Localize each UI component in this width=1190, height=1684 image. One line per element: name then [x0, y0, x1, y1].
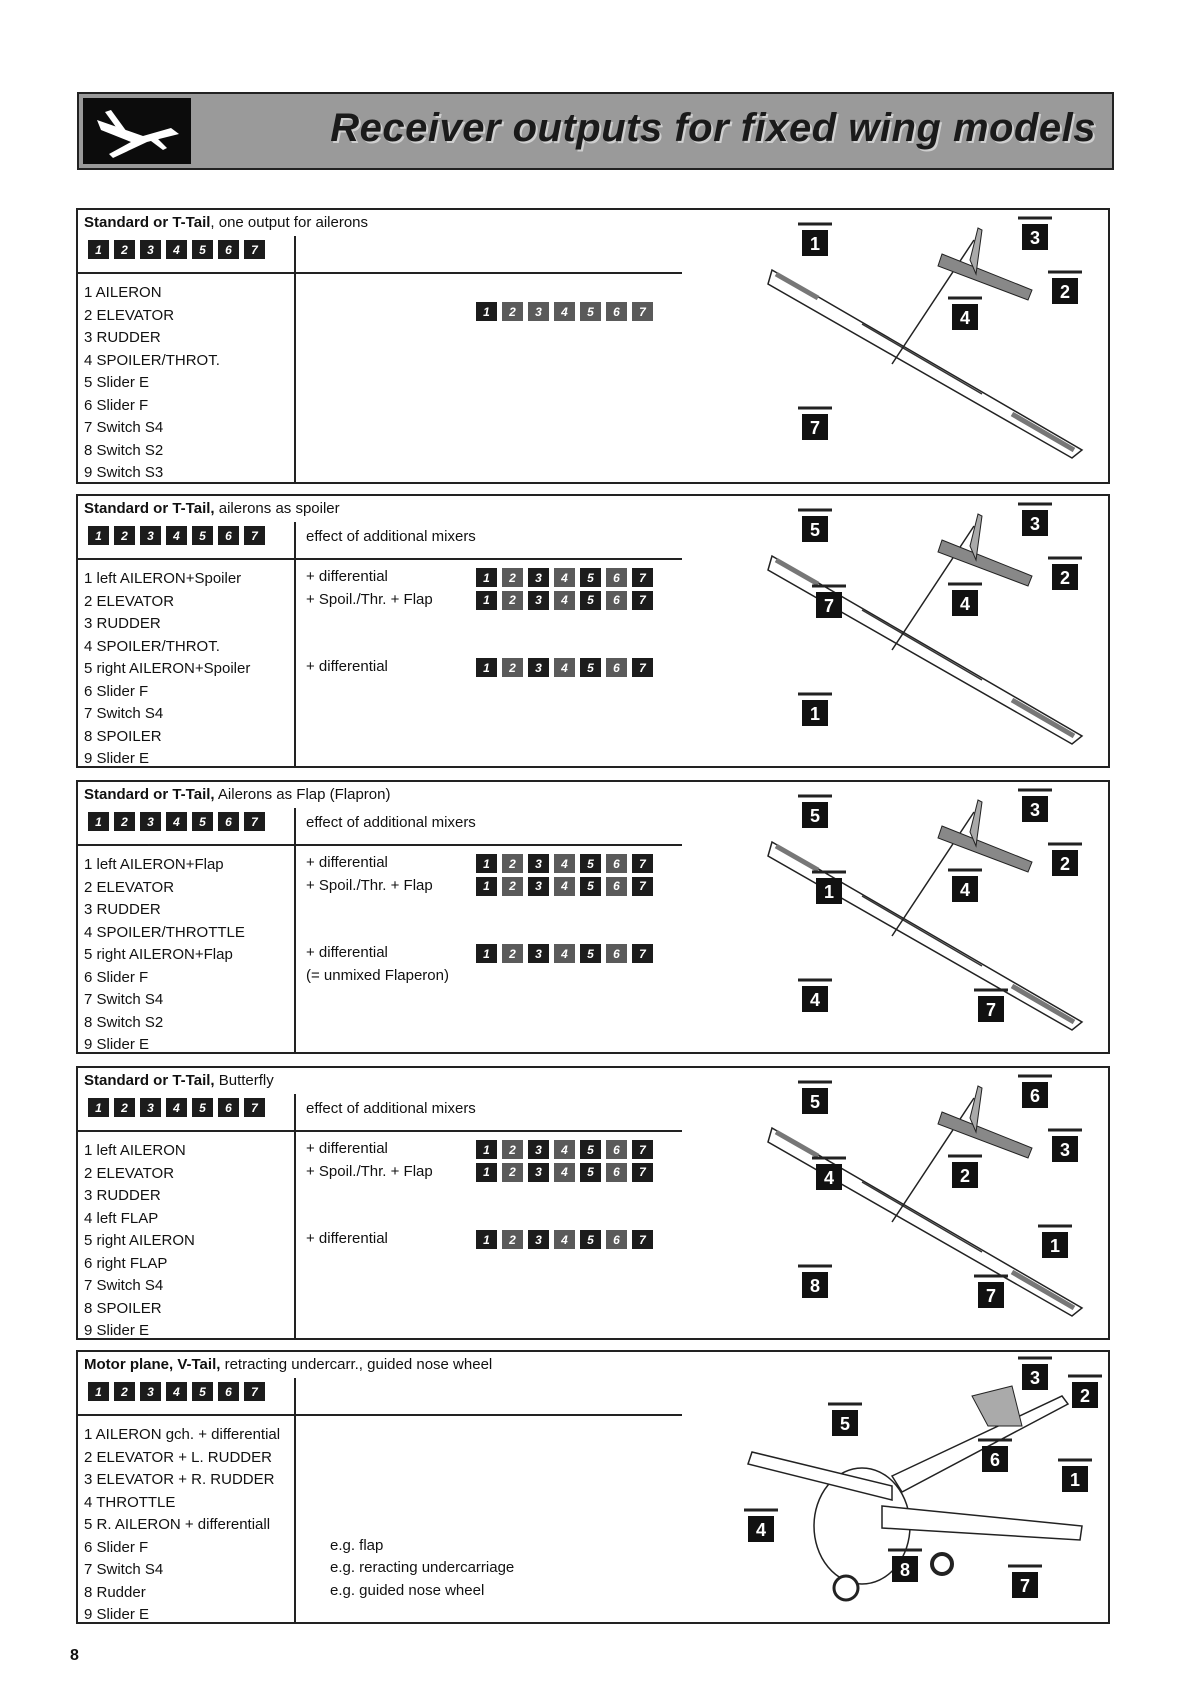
output-item: 3 ELEVATOR + R. RUDDER [84, 1471, 275, 1488]
diagram-callout-number: 2 [959, 1166, 971, 1186]
mixer-label: + differential [306, 854, 388, 871]
output-item: 4 THROTTLE [84, 1493, 176, 1511]
aircraft-diagram [742, 500, 1102, 750]
channel-chip: 3 [528, 854, 549, 873]
channel-chip: 4 [554, 302, 575, 321]
diagram-callout-number: 7 [823, 596, 835, 616]
diagram-callout-label [948, 298, 982, 330]
output-item: 6 Slider F [84, 968, 149, 986]
output-item: 1 AILERON [84, 284, 162, 301]
diagram-callout-label [798, 510, 832, 542]
channel-bar [88, 240, 265, 259]
channel-chip: 6 [218, 1382, 239, 1401]
mixer-channel-bar [476, 944, 653, 963]
channel-chip: 4 [554, 591, 575, 610]
channel-chip: 6 [218, 526, 239, 545]
mixer-channel-bar [476, 1163, 653, 1182]
output-list [84, 568, 250, 771]
channel-chip: 3 [528, 1163, 549, 1182]
output-item: 6 right FLAP [84, 1254, 168, 1272]
diagram-callout-number: 5 [839, 1414, 851, 1434]
output-item: 9 Slider E [84, 1036, 150, 1053]
channel-chip: 4 [166, 812, 187, 831]
diagram-callout-number: 7 [1019, 1576, 1031, 1596]
output-item: 8 Rudder [84, 1583, 146, 1601]
channel-chip: 6 [218, 240, 239, 259]
output-item: 5 right AILERON [84, 1232, 195, 1249]
channel-chip: 2 [502, 854, 523, 873]
mixer-label: + Spoil./Thr. + Flap [306, 590, 433, 608]
output-item: 3 RUDDER [84, 615, 161, 632]
channel-chip: 3 [140, 1382, 161, 1401]
receiver-section [76, 1350, 1110, 1624]
channel-chip: 5 [192, 240, 213, 259]
channel-chip: 4 [554, 1230, 575, 1249]
mixer-label: + differential [306, 944, 388, 961]
diagram-callout-number: 3 [1059, 1140, 1071, 1160]
output-item: 3 RUDDER [84, 1187, 161, 1204]
mixer-channel-bar [476, 877, 653, 896]
diagram-callout-number: 4 [959, 880, 971, 900]
channel-chip: 7 [632, 568, 653, 587]
output-item: 1 AILERON gch. + differential [84, 1426, 281, 1443]
channel-chip: 7 [244, 1382, 265, 1401]
channel-chip: 6 [606, 1163, 627, 1182]
channel-chip: 5 [580, 854, 601, 873]
receiver-section [76, 208, 1110, 484]
note-label: e.g. flap [330, 1536, 384, 1554]
diagram-callout-label [948, 584, 982, 616]
channel-chip: 6 [606, 1230, 627, 1249]
channel-chip: 5 [192, 1382, 213, 1401]
channel-chip: 2 [114, 526, 135, 545]
diagram-callout-number: 6 [989, 1450, 1001, 1470]
channel-chip: 6 [218, 1098, 239, 1117]
channel-chip: 7 [632, 1140, 653, 1159]
channel-chip: 2 [502, 568, 523, 587]
header-divider [78, 1130, 682, 1132]
output-item: 6 Slider F [84, 396, 149, 414]
section-title-bold: Standard or T-Tail, [84, 786, 215, 803]
mixer-label: + Spoil./Thr. + Flap [306, 876, 433, 894]
diagram-callout-number: 3 [1029, 1368, 1041, 1388]
receiver-section [76, 780, 1110, 1054]
output-item: 5 R. AILERON + differentiall [84, 1516, 271, 1533]
channel-chip: 1 [88, 812, 109, 831]
diagram-callout-number: 2 [1059, 854, 1071, 874]
output-item: 7 Switch S4 [84, 991, 164, 1008]
diagram-callout-number: 4 [959, 308, 971, 328]
channel-chip: 5 [192, 526, 213, 545]
diagram-callout-number: 5 [809, 1092, 821, 1112]
diagram-callout-number: 8 [899, 1560, 911, 1580]
output-item: 9 Slider E [84, 1606, 150, 1623]
mixer-label: + differential [306, 658, 388, 675]
diagram-callout-number: 3 [1029, 228, 1041, 248]
diagram-callout-number: 5 [809, 806, 821, 826]
channel-chip: 1 [476, 302, 497, 321]
channel-chip: 5 [192, 812, 213, 831]
channel-chip: 1 [476, 568, 497, 587]
diagram-callout-label [1048, 558, 1082, 590]
channel-chip: 5 [580, 877, 601, 896]
header-divider [78, 1414, 682, 1416]
diagram-callout-number: 4 [809, 990, 821, 1010]
diagram-callout-label [1058, 1460, 1092, 1492]
section-title-rest: ailerons as spoiler [214, 500, 340, 517]
header-divider [78, 272, 682, 274]
channel-chip: 3 [528, 877, 549, 896]
output-item: 6 Slider F [84, 682, 149, 700]
channel-chip: 6 [606, 944, 627, 963]
output-item: 7 Switch S4 [84, 705, 164, 722]
channel-chip: 5 [580, 302, 601, 321]
channel-chip: 2 [502, 944, 523, 963]
channel-chip: 7 [632, 302, 653, 321]
channel-chip: 2 [114, 1098, 135, 1117]
header-divider [78, 558, 682, 560]
output-list [84, 1424, 280, 1627]
diagram-callout-number: 5 [809, 520, 821, 540]
channel-chip: 6 [606, 591, 627, 610]
diagram-callout-label [1008, 1566, 1042, 1598]
channel-bar [88, 1098, 265, 1117]
channel-chip: 2 [502, 302, 523, 321]
channel-bar [88, 1382, 265, 1401]
section-title-bold: Standard or T-Tail [84, 214, 211, 231]
mixer-label: + differential [306, 568, 388, 585]
channel-chip: 3 [140, 526, 161, 545]
channel-chip: 7 [632, 854, 653, 873]
mixer-channel-bar [476, 854, 653, 873]
diagram-callout-label [798, 796, 832, 828]
output-item: 5 Slider E [84, 374, 150, 391]
output-item: 7 Switch S4 [84, 1561, 164, 1578]
receiver-section [76, 494, 1110, 768]
diagram-callout-label [1018, 1076, 1052, 1108]
section-title [84, 500, 340, 517]
channel-chip: 4 [166, 526, 187, 545]
section-title-rest: retracting undercarr., guided nose wheel [220, 1356, 493, 1373]
output-item: 8 SPOILER [84, 1299, 162, 1317]
diagram-callout-label [744, 1510, 778, 1542]
diagram-callout-number: 3 [1029, 800, 1041, 820]
mixer-channel-bar [476, 302, 653, 321]
diagram-callout-label [1068, 1376, 1102, 1408]
output-list [84, 1140, 195, 1343]
output-item: 4 left FLAP [84, 1209, 159, 1227]
diagram-callout-label [948, 870, 982, 902]
channel-chip: 6 [606, 658, 627, 677]
channel-chip: 1 [88, 1382, 109, 1401]
mixers-heading: effect of additional mixers [306, 1100, 476, 1117]
section-title-rest: , one output for ailerons [210, 214, 369, 231]
output-item: 9 Slider E [84, 750, 150, 767]
receiver-section [76, 1066, 1110, 1340]
mixer-channel-bar [476, 1230, 653, 1249]
diagram-callout-number: 7 [809, 418, 821, 438]
diagram-callout-number: 1 [1069, 1470, 1081, 1490]
diagram-callout-label [948, 1156, 982, 1188]
diagram-callout-number: 4 [755, 1520, 767, 1540]
section-title-rest: Ailerons as Flap (Flapron) [214, 786, 391, 803]
channel-chip: 4 [166, 1382, 187, 1401]
diagram-callout-label [798, 408, 832, 440]
output-item: 2 ELEVATOR [84, 592, 175, 610]
aircraft-diagram [742, 786, 1102, 1036]
channel-chip: 7 [244, 812, 265, 831]
output-item: 2 ELEVATOR [84, 878, 175, 896]
diagram-callout-number: 2 [1059, 282, 1071, 302]
section-title [84, 1356, 492, 1373]
header-divider [78, 844, 682, 846]
channel-chip: 7 [244, 1098, 265, 1117]
channel-chip: 4 [554, 854, 575, 873]
diagram-callout-label [1018, 218, 1052, 250]
diagram-callout-label [1038, 1226, 1072, 1258]
mixers-heading: effect of additional mixers [306, 814, 476, 831]
diagram-callout-number: 2 [1059, 568, 1071, 588]
channel-chip: 5 [580, 1230, 601, 1249]
mixer-channel-bar [476, 1140, 653, 1159]
channel-chip: 7 [632, 591, 653, 610]
channel-chip: 2 [114, 240, 135, 259]
aircraft-diagram [742, 214, 1102, 464]
section-title-bold: Standard or T-Tail, [84, 1072, 215, 1089]
aircraft-diagram [742, 1356, 1102, 1606]
channel-chip: 3 [528, 591, 549, 610]
diagram-callout-label [1018, 790, 1052, 822]
mixer-channel-bar [476, 591, 653, 610]
channel-chip: 6 [606, 302, 627, 321]
channel-chip: 7 [244, 526, 265, 545]
channel-chip: 1 [88, 1098, 109, 1117]
channel-chip: 1 [88, 240, 109, 259]
channel-chip: 3 [140, 240, 161, 259]
diagram-callout-number: 1 [809, 234, 821, 254]
diagram-callout-label [1018, 504, 1052, 536]
channel-chip: 2 [502, 591, 523, 610]
diagram-callout-label [798, 694, 832, 726]
output-item: 1 left AILERON+Flap [84, 856, 224, 873]
output-item: 1 left AILERON+Spoiler [84, 570, 242, 587]
output-item: 8 Switch S2 [84, 1013, 164, 1031]
section-title-bold: Motor plane, V-Tail, [84, 1356, 221, 1373]
channel-chip: 4 [554, 1140, 575, 1159]
channel-chip: 5 [580, 591, 601, 610]
output-item: 9 Slider E [84, 1322, 150, 1339]
channel-chip: 4 [554, 877, 575, 896]
diagram-callout-number: 3 [1029, 514, 1041, 534]
mixer-label: + Spoil./Thr. + Flap [306, 1162, 433, 1180]
output-item: 2 ELEVATOR [84, 1164, 175, 1182]
diagram-callout-number: 1 [823, 882, 835, 902]
channel-chip: 7 [632, 877, 653, 896]
output-item: 2 ELEVATOR + L. RUDDER [84, 1448, 272, 1466]
diagram-callout-label [828, 1404, 862, 1436]
channel-chip: 1 [476, 658, 497, 677]
channel-chip: 1 [476, 854, 497, 873]
channel-chip: 4 [554, 568, 575, 587]
channel-chip: 4 [554, 658, 575, 677]
channel-chip: 5 [580, 568, 601, 587]
mixer-label: (= unmixed Flaperon) [306, 966, 449, 984]
diagram-callout-label [974, 1276, 1008, 1308]
channel-chip: 2 [502, 1140, 523, 1159]
output-item: 6 Slider F [84, 1538, 149, 1556]
output-item: 8 Switch S2 [84, 441, 164, 459]
channel-bar [88, 526, 265, 545]
output-item: 8 SPOILER [84, 727, 162, 745]
output-item: 7 Switch S4 [84, 419, 164, 436]
channel-chip: 1 [476, 877, 497, 896]
aircraft-diagram [742, 1072, 1102, 1322]
output-list [84, 282, 220, 485]
output-item: 2 ELEVATOR [84, 306, 175, 324]
mixer-label: + differential [306, 1140, 388, 1157]
channel-chip: 7 [632, 944, 653, 963]
diagram-callout-number: 6 [1029, 1086, 1041, 1106]
diagram-callout-label [798, 224, 832, 256]
channel-chip: 2 [114, 1382, 135, 1401]
output-item: 5 right AILERON+Flap [84, 946, 233, 963]
channel-chip: 7 [632, 1163, 653, 1182]
note-label: e.g. reracting undercarriage [330, 1559, 515, 1576]
output-list [84, 854, 245, 1057]
mixer-channel-bar [476, 658, 653, 677]
channel-chip: 4 [166, 1098, 187, 1117]
diagram-callout-label [1048, 1130, 1082, 1162]
channel-chip: 5 [580, 1163, 601, 1182]
channel-chip: 5 [580, 944, 601, 963]
mixer-channel-bar [476, 568, 653, 587]
diagram-callout-number: 4 [959, 594, 971, 614]
channel-chip: 6 [606, 568, 627, 587]
channel-chip: 7 [632, 658, 653, 677]
channel-chip: 1 [476, 944, 497, 963]
channel-chip: 2 [502, 1163, 523, 1182]
channel-chip: 3 [140, 812, 161, 831]
diagram-callout-label [798, 1082, 832, 1114]
channel-chip: 2 [502, 658, 523, 677]
section-title [84, 786, 390, 803]
output-item: 5 right AILERON+Spoiler [84, 660, 251, 677]
output-item: 9 Switch S3 [84, 464, 164, 481]
diagram-callout-number: 8 [809, 1276, 821, 1296]
diagram-callout-number: 2 [1079, 1386, 1091, 1406]
diagram-callout-number: 4 [823, 1168, 835, 1188]
note-label: e.g. guided nose wheel [330, 1581, 485, 1599]
diagram-callout-label [798, 1266, 832, 1298]
channel-chip: 4 [166, 240, 187, 259]
channel-chip: 5 [192, 1098, 213, 1117]
output-item: 3 RUDDER [84, 901, 161, 918]
output-item: 4 SPOILER/THROT. [84, 637, 220, 655]
channel-chip: 3 [140, 1098, 161, 1117]
output-item: 3 RUDDER [84, 329, 161, 346]
section-title [84, 1072, 274, 1089]
channel-chip: 2 [502, 1230, 523, 1249]
diagram-callout-label [798, 980, 832, 1012]
channel-chip: 5 [580, 658, 601, 677]
channel-chip: 3 [528, 302, 549, 321]
diagram-callout-label [974, 990, 1008, 1022]
mixer-label: + differential [306, 1230, 388, 1247]
channel-chip: 3 [528, 568, 549, 587]
diagram-callout-number: 1 [1049, 1236, 1061, 1256]
channel-chip: 3 [528, 1230, 549, 1249]
output-item: 7 Switch S4 [84, 1277, 164, 1294]
channel-chip: 6 [218, 812, 239, 831]
channel-chip: 5 [580, 1140, 601, 1159]
channel-chip: 1 [476, 591, 497, 610]
section-title-bold: Standard or T-Tail, [84, 500, 215, 517]
diagram-callout-label [1048, 272, 1082, 304]
channel-chip: 6 [606, 854, 627, 873]
page-title: Receiver outputs for fixed wing models [330, 106, 1096, 150]
channel-chip: 1 [476, 1140, 497, 1159]
channel-chip: 3 [528, 944, 549, 963]
channel-chip: 7 [632, 1230, 653, 1249]
channel-chip: 1 [88, 526, 109, 545]
section-title [84, 214, 368, 231]
output-item: 1 left AILERON [84, 1142, 186, 1159]
channel-chip: 3 [528, 1140, 549, 1159]
output-item: 4 SPOILER/THROT. [84, 351, 220, 369]
channel-chip: 6 [606, 1140, 627, 1159]
diagram-callout-number: 1 [809, 704, 821, 724]
channel-chip: 4 [554, 944, 575, 963]
channel-chip: 3 [528, 658, 549, 677]
channel-chip: 1 [476, 1163, 497, 1182]
channel-chip: 2 [114, 812, 135, 831]
channel-chip: 1 [476, 1230, 497, 1249]
channel-chip: 4 [554, 1163, 575, 1182]
page-number: 8 [70, 1647, 79, 1664]
diagram-callout-label [1048, 844, 1082, 876]
section-title-rest: Butterfly [214, 1072, 274, 1089]
channel-chip: 6 [606, 877, 627, 896]
channel-chip: 2 [502, 877, 523, 896]
channel-bar [88, 812, 265, 831]
channel-chip: 7 [244, 240, 265, 259]
mixers-heading: effect of additional mixers [306, 528, 476, 545]
diagram-callout-number: 7 [985, 1286, 997, 1306]
output-item: 4 SPOILER/THROTTLE [84, 923, 245, 941]
diagram-callout-label [1018, 1358, 1052, 1390]
diagram-callout-number: 7 [985, 1000, 997, 1020]
page-header-banner [77, 92, 1114, 170]
